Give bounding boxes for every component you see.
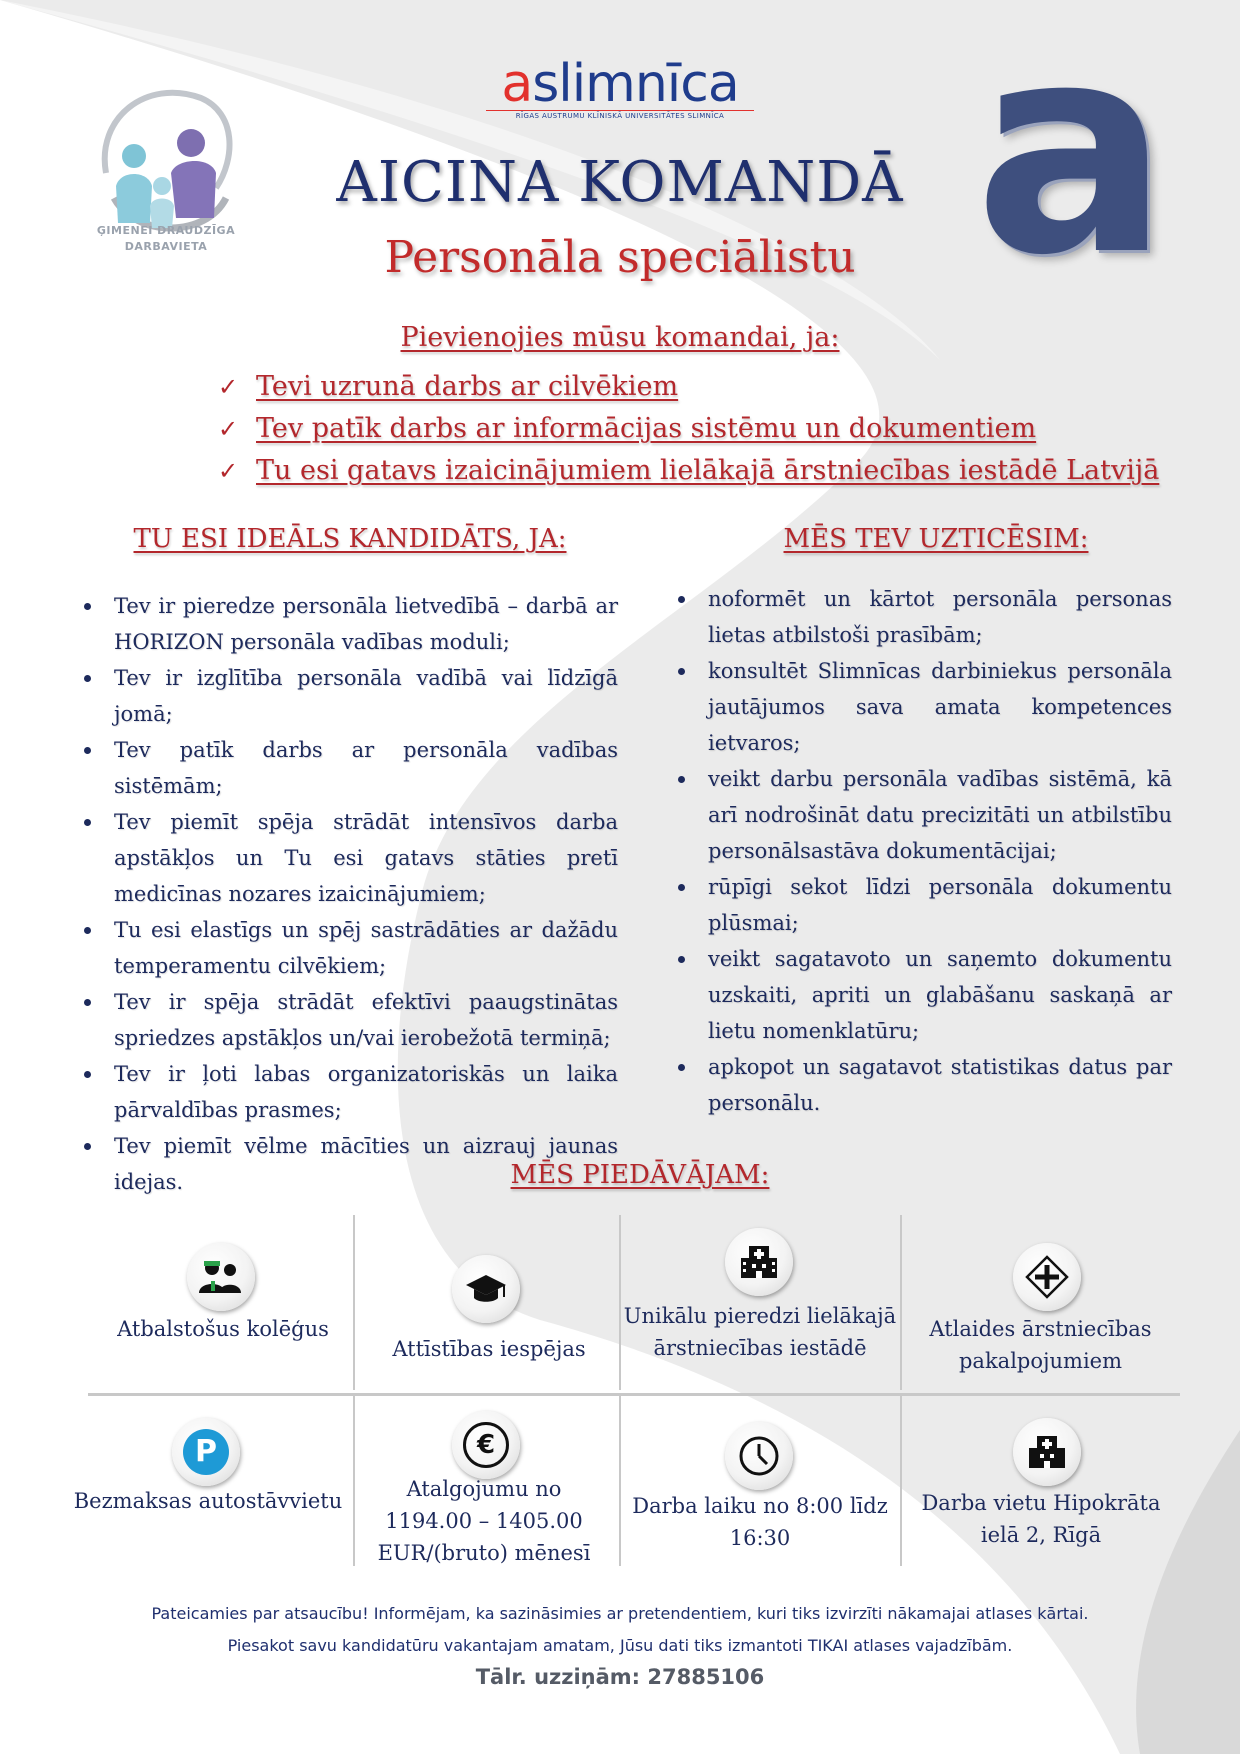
- list-item: noformēt un kārtot personāla personas lietas atbilstoši prasībām;: [678, 581, 1172, 653]
- list-item: konsultēt Slimnīcas darbiniekus personāla jautājumos sava amata kompetences ietvaros;: [678, 653, 1172, 761]
- building-icon: [1013, 1418, 1081, 1486]
- join-item-text: Tevi uzrunā darbs ar cilvēkiem: [256, 371, 679, 402]
- brand-subtitle: RĪGAS AUSTRUMU KLĪNISKĀ UNIVERSITĀTES SLIMNĪCA: [486, 110, 754, 120]
- checkmark-icon: ✓: [218, 457, 239, 485]
- offer-grid: [73, 1215, 1180, 1570]
- big-letter-artwork: a: [974, 0, 1170, 319]
- ideal-candidate-heading: TU ESI IDEĀLS KANDIDĀTS, JA:: [133, 524, 567, 554]
- colleagues-icon: [187, 1243, 255, 1311]
- brand-letter-a: a: [501, 54, 533, 114]
- offer-healthcare-discounts: Atlaides ārstniecības pakalpojumiem: [929, 1317, 1152, 1373]
- page-title: AICINA KOMANDĀ: [336, 150, 904, 215]
- offer-supportive-colleagues: Atbalstošus kolēģus: [117, 1317, 329, 1341]
- offer-unique-experience: Unikālu pieredzi lielākajā ārstniecības iestādē: [623, 1304, 897, 1360]
- contact-phone: Tālr. uzziņām: 27885106: [475, 1665, 765, 1689]
- clock-icon: [725, 1422, 793, 1490]
- hospital-brand-logo: [480, 54, 760, 128]
- grid-divider: [88, 1393, 1180, 1396]
- footer-thanks: Pateicamies par atsaucību! Informējam, ka sazināsimies ar pretendentiem, kuri tiks izvirzīti nākamajai atlases kārtai.: [151, 1604, 1089, 1623]
- family-logo-icon: [86, 78, 246, 248]
- grid-divider: [353, 1396, 355, 1566]
- medical-cross-icon: [1013, 1243, 1081, 1311]
- checkmark-icon: ✓: [218, 373, 239, 401]
- family-friendly-badge: [86, 78, 246, 288]
- graduation-cap-icon: [452, 1255, 520, 1323]
- checkmark-icon: ✓: [218, 415, 239, 443]
- list-item: Tev ir spēja strādāt efektīvi paaugstinātas spriedzes apstākļos un/vai ierobežotā termiņā;: [84, 984, 618, 1056]
- list-item: Tu esi elastīgs un spēj sastrādāties ar dažādu temperamentu cilvēkiem;: [84, 912, 618, 984]
- hospital-icon: [725, 1228, 793, 1296]
- offer-free-parking: Bezmaksas autostāvvietu: [73, 1489, 343, 1513]
- euro-icon: [452, 1411, 520, 1479]
- list-item: Tev piemīt vēlme mācīties un aizrauj jaunas idejas.: [84, 1128, 618, 1200]
- join-item-text: Tev patīk darbs ar informācijas sistēmu un dokumentiem: [256, 413, 1037, 444]
- parking-glyph: P: [183, 1429, 229, 1475]
- offer-workplace: Darba vietu Hipokrāta ielā 2, Rīgā: [921, 1491, 1161, 1547]
- responsibilities-heading: MĒS TEV UZTICĒSIM:: [783, 524, 1089, 554]
- list-item: Tev patīk darbs ar personāla vadības sistēmām;: [84, 732, 618, 804]
- offer-salary: Atalgojumu no 1194.00 – 1405.00 EUR/(bruto) mēnesī: [377, 1477, 591, 1565]
- euro-glyph: €: [463, 1422, 509, 1468]
- badge-text-line1: ĢIMENEI DRAUDZĪGA: [96, 224, 236, 237]
- grid-divider: [900, 1396, 902, 1566]
- brand-name-rest: slimnīca: [532, 54, 739, 114]
- list-item: Tev ir pieredze personāla lietvedībā – darbā ar HORIZON personāla vadības moduli;: [84, 588, 618, 660]
- join-heading: Pievienojies mūsu komandai, ja:: [400, 322, 840, 353]
- position-title: Personāla speciālistu: [384, 232, 856, 283]
- parking-icon: [172, 1418, 240, 1486]
- list-item: Tev piemīt spēja strādāt intensīvos darba apstākļos un Tu esi gatavs stāties pretī medicīnas nozares izaicinājumiem;: [84, 804, 618, 912]
- list-item: apkopot un sagatavot statistikas datus par personālu.: [678, 1049, 1172, 1121]
- offer-development: Attīstības iespējas: [392, 1337, 586, 1361]
- brand-wordmark: [480, 54, 760, 114]
- list-item: rūpīgi sekot līdzi personāla dokumentu plūsmai;: [678, 869, 1172, 941]
- list-item: Tev ir izglītība personāla vadībā vai līdzīgā jomā;: [84, 660, 618, 732]
- offer-heading: MĒS PIEDĀVĀJAM:: [510, 1160, 770, 1190]
- list-item: veikt sagatavoto un saņemto dokumentu uzskaiti, apriti un glabāšanu saskaņā ar lietu nomenklatūru;: [678, 941, 1172, 1049]
- join-item-text: Tu esi gatavs izaicinājumiem lielākajā ārstniecības iestādē Latvijā: [256, 455, 1160, 486]
- join-item: [218, 408, 1178, 450]
- join-list: [218, 366, 1178, 492]
- ideal-candidate-list: [84, 588, 618, 1200]
- responsibilities-list: [678, 581, 1172, 1121]
- list-item: Tev ir ļoti labas organizatoriskās un laika pārvaldības prasmes;: [84, 1056, 618, 1128]
- join-item: [218, 366, 1178, 408]
- list-item: veikt darbu personāla vadības sistēmā, kā arī nodrošināt datu precizitāti un atbilstību personālsastāva dokumentācijai;: [678, 761, 1172, 869]
- offer-working-hours: Darba laiku no 8:00 līdz 16:30: [632, 1494, 888, 1550]
- badge-text-line2: DARBAVIETA: [124, 240, 208, 253]
- footer-privacy: Piesakot savu kandidatūru vakantajam amatam, Jūsu dati tiks izmantoti TIKAI atlases vajadzībām.: [227, 1636, 1013, 1655]
- join-item: [218, 450, 1178, 492]
